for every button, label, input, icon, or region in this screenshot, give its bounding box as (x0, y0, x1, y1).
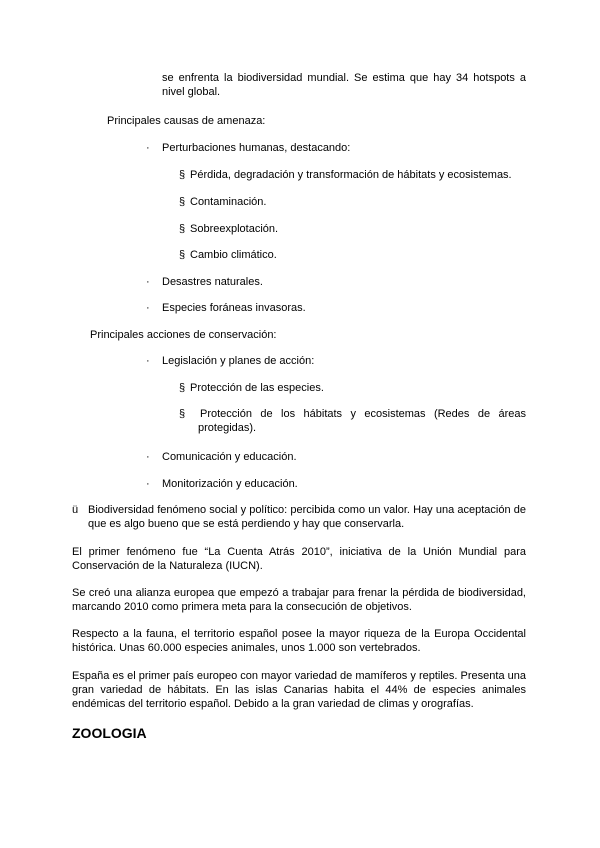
bullet-dot: · (146, 142, 150, 154)
bullet-dot: · (146, 276, 150, 288)
threat-sub-climate: Cambio climático. (190, 249, 277, 261)
threat-sub-pollution: Contaminación. (190, 196, 267, 208)
intro-continuation: se enfrenta la biodiversidad mundial. Se estima que hay 34 hotspots a nivel global. (162, 72, 526, 98)
bullet-dot: · (146, 478, 150, 490)
paragraph-fauna: Respecto a la fauna, el territorio español posee la mayor riqueza de la Europa Occidental histórica. Unas 60.000 especies animales, unos 1.000 son vertebrados. (72, 628, 526, 654)
section-mark: § (179, 223, 186, 235)
section-mark: § (179, 196, 186, 208)
section-heading: ZOOLOGIA (72, 725, 147, 741)
actions-title: Principales acciones de conservación: (90, 329, 277, 341)
section-mark: § (179, 382, 186, 394)
section-mark: § (179, 169, 186, 181)
action-communication: Comunicación y educación. (162, 451, 297, 463)
paragraph-countdown: El primer fenómeno fue “La Cuenta Atrás 2010”, iniciativa de la Unión Mundial para Conservación de la Naturaleza (IUCN). (72, 546, 526, 572)
threat-sub-habitat: Pérdida, degradación y transformación de hábitats y ecosistemas. (190, 169, 512, 181)
action-legislation: Legislación y planes de acción: (162, 355, 315, 367)
threat-natural: Desastres naturales. (162, 276, 263, 288)
threats-title: Principales causas de amenaza: (107, 115, 266, 127)
bullet-dot: · (146, 355, 150, 367)
section-mark: § (179, 408, 186, 420)
paragraph-alliance: Se creó una alianza europea que empezó a trabajar para frenar la pérdida de biodiversidad, marcando 2010 como primera meta para la consecución de objetivos. (72, 587, 526, 613)
bullet-dot: · (146, 302, 150, 314)
section-mark: § (179, 249, 186, 261)
bullet-dot: · (146, 451, 150, 463)
action-monitoring: Monitorización y educación. (162, 478, 298, 490)
threat-invasive: Especies foráneas invasoras. (162, 302, 306, 314)
threat-sub-overexploitation: Sobreexplotación. (190, 223, 279, 235)
paragraph-spain: España es el primer país europeo con mayor variedad de mamíferos y reptiles. Presenta una gran variedad de hábitats. En las islas Canarias habita el 44% de especies animales endémicas del territorio español. Debido a la gran variedad de climas y orografías. (72, 670, 526, 710)
biodiversity-paragraph: Biodiversidad fenómeno social y político: percibida como un valor. Hay una aceptación de que es algo bueno que se está perdiendo y hay que conservarla. (88, 504, 526, 530)
action-sub-habitats: Protección de los hábitats y ecosistemas (Redes de áreas protegidas). (198, 408, 526, 434)
action-sub-species: Protección de las especies. (190, 382, 324, 394)
threat-human: Perturbaciones humanas, destacando: (162, 142, 351, 154)
check-mark-icon: ü (72, 504, 79, 516)
